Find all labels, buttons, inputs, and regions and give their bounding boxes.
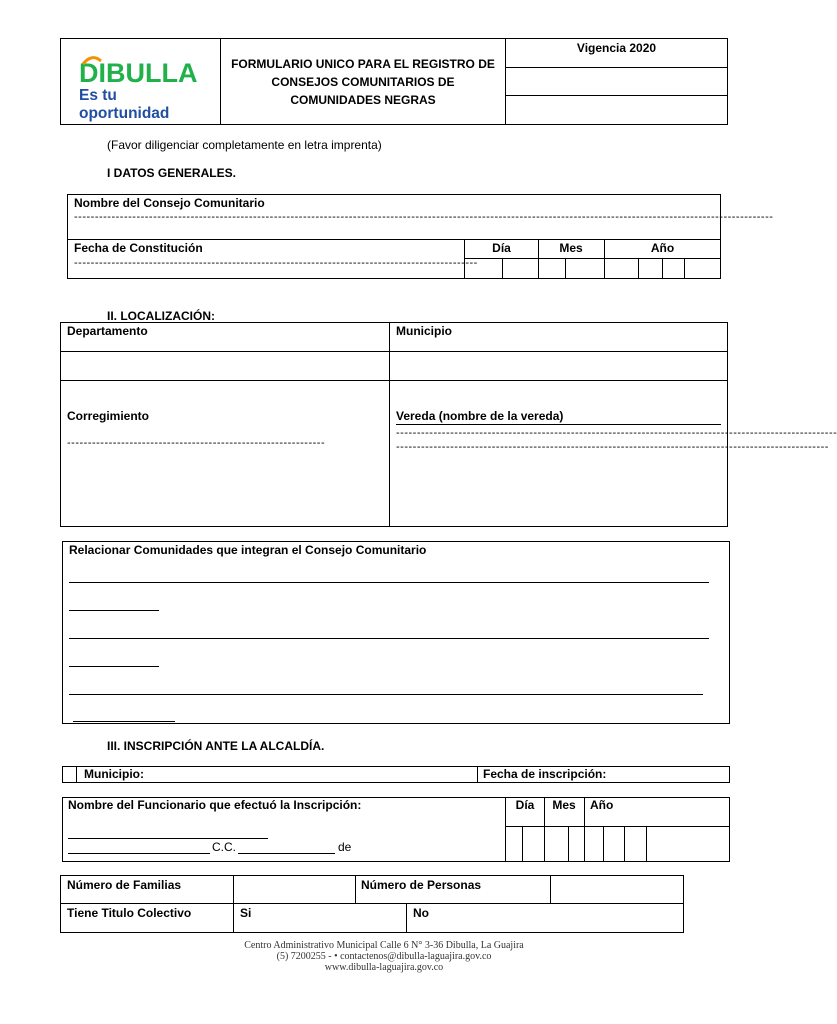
nombre-consejo-field[interactable]: ------------------------------------------------------------------------------------------------------------------------------------------------------------------------ — [74, 211, 774, 223]
titulo-colectivo-label: Tiene Titulo Colectivo — [67, 906, 192, 920]
comunidades-line[interactable] — [69, 694, 703, 695]
comunidades-line[interactable] — [69, 638, 709, 639]
anio-label: Año — [650, 241, 675, 255]
logo-text: DIBULLA — [79, 58, 198, 88]
col-divider — [76, 767, 77, 782]
dia-label: Día — [515, 798, 535, 812]
footer-contact: (5) 7200255 - • contactenos@dibulla-laguajira.gov.co — [276, 951, 492, 962]
datos-generales-table — [67, 194, 774, 279]
section-title-localizacion: II. LOCALIZACIÓN: — [107, 309, 215, 323]
grid-line — [646, 826, 647, 861]
localizacion-table — [60, 322, 837, 527]
comunidades-label: Relacionar Comunidades que integran el Consejo Comunitario — [69, 543, 427, 557]
titulo-no-option[interactable]: No — [413, 906, 429, 920]
inscripcion-municipio-label: Municipio: — [84, 767, 144, 781]
fecha-constitucion-grid — [464, 239, 720, 278]
row-divider — [61, 380, 727, 381]
grid-line — [506, 826, 730, 827]
grid-line — [584, 798, 585, 826]
municipio-field[interactable] — [390, 352, 726, 379]
grid-line — [544, 826, 545, 861]
grid-line — [568, 826, 569, 861]
mes-label: Mes — [552, 798, 576, 812]
logo-tagline: Es tu oportunidad — [79, 87, 170, 122]
nombre-consejo-label: Nombre del Consejo Comunitario — [74, 196, 265, 210]
grid-line — [624, 826, 625, 861]
departamento-field[interactable] — [62, 352, 388, 379]
grid-line — [465, 258, 721, 259]
sun-icon — [81, 55, 103, 65]
col-divider — [477, 767, 478, 782]
section-title-inscripcion: III. INSCRIPCIÓN ANTE LA ALCALDÍA. — [107, 739, 325, 753]
grid-line — [522, 826, 523, 861]
row-divider — [61, 903, 683, 904]
grid-line — [538, 239, 539, 258]
de-label: de — [338, 840, 352, 854]
grid-line — [662, 258, 663, 278]
grid-line — [684, 258, 685, 278]
footer — [0, 940, 768, 973]
departamento-label: Departamento — [67, 324, 148, 338]
mes-label: Mes — [559, 241, 583, 255]
fecha-constitucion-field[interactable]: ------------------------------------------------------------------------------------------------- — [74, 257, 478, 269]
cc-label: C.C. — [212, 840, 236, 854]
grid-line — [544, 798, 545, 826]
grid-line — [603, 826, 604, 861]
instructions-text: (Favor diligenciar completamente en letra imprenta) — [107, 138, 382, 152]
grid-line — [502, 258, 503, 278]
corregimiento-label: Corregimiento — [67, 409, 150, 423]
comunidades-line[interactable] — [73, 721, 175, 722]
section-title-datos-generales: I DATOS GENERALES. — [107, 166, 236, 180]
header-blank-row — [506, 96, 727, 124]
anio-label: Año — [590, 798, 614, 812]
inscripcion-row — [62, 766, 730, 783]
numero-familias-label: Número de Familias — [67, 878, 182, 892]
corregimiento-field[interactable]: -------------------------------------------------------------- — [67, 437, 326, 449]
col-divider — [355, 876, 356, 903]
form-title: FORMULARIO UNICO PARA EL REGISTRO DE CONSEJOS COMUNITARIOS DE COMUNIDADES NEGRAS — [221, 39, 506, 124]
funcionario-name-line[interactable] — [68, 838, 268, 839]
comunidades-table — [62, 541, 730, 724]
familias-table — [60, 875, 684, 933]
funcionario-name-line-2[interactable] — [68, 853, 210, 854]
fecha-inscripcion-label: Fecha de inscripción: — [483, 767, 607, 781]
grid-line — [604, 258, 605, 278]
numero-familias-field[interactable] — [234, 877, 354, 902]
form-header — [60, 38, 728, 125]
vereda-label: Vereda (nombre de la vereda) — [396, 409, 721, 425]
municipio-label: Municipio — [396, 324, 452, 338]
grid-line — [638, 258, 639, 278]
grid-line — [604, 239, 605, 258]
vereda-field-line-2[interactable]: -------------------------------------------------------------------------------------------------------- — [396, 441, 829, 453]
header-blank-row — [506, 68, 727, 96]
comunidades-line[interactable] — [69, 666, 159, 667]
grid-line — [565, 258, 566, 278]
fecha-constitucion-label: Fecha de Constitución — [74, 241, 203, 255]
dia-label: Día — [492, 241, 511, 255]
dibulla-logo — [79, 59, 209, 123]
funcionario-label: Nombre del Funcionario que efectuó la Inscripción: — [68, 798, 362, 812]
logo-cell — [61, 39, 221, 124]
grid-line — [538, 258, 539, 278]
numero-personas-field[interactable] — [551, 877, 682, 902]
col-divider — [406, 903, 407, 932]
vigencia-label: Vigencia 2020 — [506, 39, 727, 68]
comunidades-line[interactable] — [69, 610, 159, 611]
funcionario-table — [62, 797, 730, 862]
fecha-funcionario-grid — [505, 798, 729, 861]
footer-address: Centro Administrativo Municipal Calle 6 N° 3-36 Dibulla, La Guajira — [244, 940, 524, 951]
vereda-field-line-1[interactable]: ---------------------------------------------------------------------------------------------------------- — [396, 427, 837, 439]
footer-website: www.dibulla-laguajira.gov.co — [324, 962, 444, 973]
comunidades-line[interactable] — [69, 582, 709, 583]
cc-field[interactable] — [238, 853, 335, 854]
numero-personas-label: Número de Personas — [361, 878, 482, 892]
titulo-si-option[interactable]: Si — [240, 906, 252, 920]
grid-line — [584, 826, 585, 861]
